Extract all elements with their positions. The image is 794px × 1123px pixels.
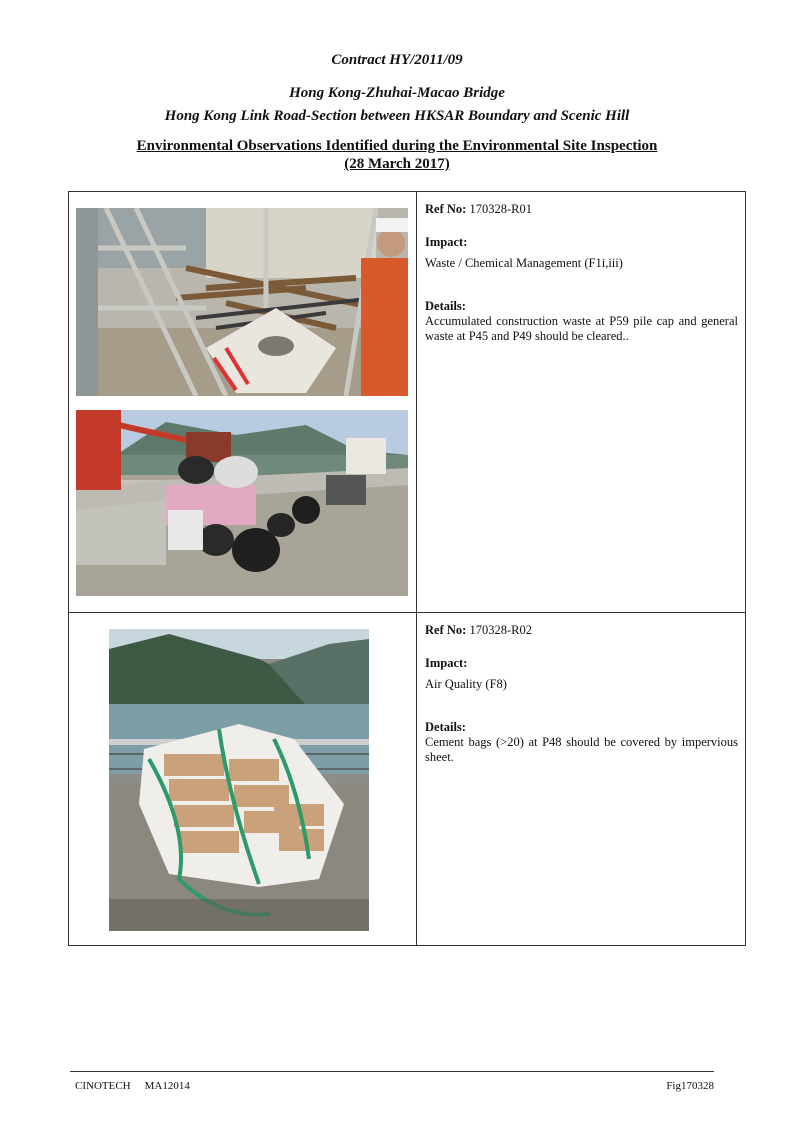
project-name: Hong Kong-Zhuhai-Macao Bridge xyxy=(289,85,505,101)
photo-cell xyxy=(69,613,417,946)
footer-figure-number: Fig170328 xyxy=(666,1080,714,1092)
footer-company: CINOTECH xyxy=(75,1080,131,1092)
observation-info-cell xyxy=(417,192,746,613)
impact-value: Waste / Chemical Management (F1i,iii) xyxy=(425,256,623,270)
ref-number: 170328-R02 xyxy=(469,623,532,637)
ref-line xyxy=(425,623,738,638)
details-label: Details: xyxy=(425,720,466,734)
footer-doc-code: MA12014 xyxy=(144,1080,190,1092)
photo-cement-bags xyxy=(109,629,369,931)
inspection-date: (28 March 2017) xyxy=(344,156,450,172)
impact-value: Air Quality (F8) xyxy=(425,677,507,691)
project-section: Hong Kong Link Road-Section between HKSAR Boundary and Scenic Hill xyxy=(164,108,630,124)
details-label: Details: xyxy=(425,299,466,313)
footer-left xyxy=(75,1080,190,1092)
ref-number: 170328-R01 xyxy=(469,202,532,216)
photo-cell xyxy=(69,192,417,613)
ref-label: Ref No: xyxy=(425,623,467,637)
observations-table xyxy=(68,191,746,946)
footer-divider xyxy=(70,1071,714,1072)
impact-label: Impact: xyxy=(425,235,468,249)
details-text: Accumulated construction waste at P59 pile cap and general waste at P45 and P49 should be cleared.. xyxy=(425,314,738,343)
observation-info-cell xyxy=(417,613,746,946)
photo-general-waste xyxy=(76,410,408,596)
observation-row xyxy=(69,613,746,946)
observation-row xyxy=(69,192,746,613)
ref-label: Ref No: xyxy=(425,202,467,216)
photo-construction-waste xyxy=(76,208,408,396)
document-title: Environmental Observations Identified during the Environmental Site Inspection xyxy=(136,138,658,154)
ref-line xyxy=(425,202,738,217)
contract-number: Contract HY/2011/09 xyxy=(331,52,463,68)
impact-label: Impact: xyxy=(425,656,468,670)
details-text: Cement bags (>20) at P48 should be covered by impervious sheet. xyxy=(425,735,738,764)
